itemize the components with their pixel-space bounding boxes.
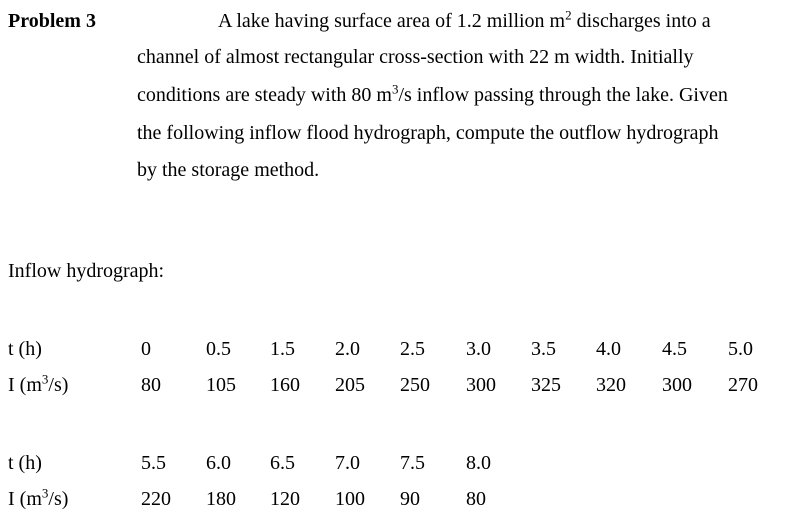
problem-label: Problem 3 — [8, 10, 96, 32]
table-cell: 320 — [596, 374, 626, 396]
table-cell: 5.5 — [141, 452, 166, 474]
table-cell: 105 — [206, 374, 236, 396]
problem-line-2: channel of almost rectangular cross-section with 22 m width. Initially — [137, 46, 694, 68]
table-cell: 6.0 — [206, 452, 231, 474]
table-cell: 4.0 — [596, 338, 621, 360]
i-row-label-1: I $(m^3/s)$ — [8, 371, 69, 396]
table-cell: 160 — [270, 374, 300, 396]
table-cell: 0 — [141, 338, 151, 360]
table-cell: 6.5 — [270, 452, 295, 474]
table-cell: 80 — [141, 374, 161, 396]
table-cell: 100 — [335, 488, 365, 510]
table-cell: 2.5 — [400, 338, 425, 360]
table-cell: 250 — [400, 374, 430, 396]
problem-line-3: conditions are steady with 80 $m^3/s$ inflow passing through the lake. Given — [137, 81, 728, 106]
table-cell: 80 — [466, 488, 486, 510]
problem-line-4: the following inflow flood hydrograph, compute the outflow hydrograph — [137, 122, 719, 144]
table-cell: 205 — [335, 374, 365, 396]
table-cell: 3.5 — [531, 338, 556, 360]
table-cell: 4.5 — [662, 338, 687, 360]
inflow-hydrograph-heading: Inflow hydrograph: — [8, 260, 165, 282]
table-cell: 120 — [270, 488, 300, 510]
table-cell: 220 — [141, 488, 171, 510]
table-cell: 7.5 — [400, 452, 425, 474]
table-cell: 1.5 — [270, 338, 295, 360]
t-row-label-1: t (h) — [8, 338, 42, 360]
problem-line-1: A lake having surface area of 1.2 million $m^2$ discharges into a — [218, 7, 711, 32]
table-cell: 7.0 — [335, 452, 360, 474]
problem-line-5: by the storage method. — [137, 159, 320, 181]
i-row-label-2: I $(m^3/s)$ — [8, 485, 69, 510]
table-cell: 325 — [531, 374, 561, 396]
table-cell: 0.5 — [206, 338, 231, 360]
table-cell: 300 — [662, 374, 692, 396]
table-cell: 90 — [400, 488, 420, 510]
table-cell: 180 — [206, 488, 236, 510]
table-cell: 8.0 — [466, 452, 491, 474]
table-cell: 300 — [466, 374, 496, 396]
t-row-label-2: t (h) — [8, 452, 42, 474]
table-cell: 2.0 — [335, 338, 360, 360]
table-cell: 5.0 — [728, 338, 753, 360]
table-cell: 3.0 — [466, 338, 491, 360]
table-cell: 270 — [728, 374, 758, 396]
